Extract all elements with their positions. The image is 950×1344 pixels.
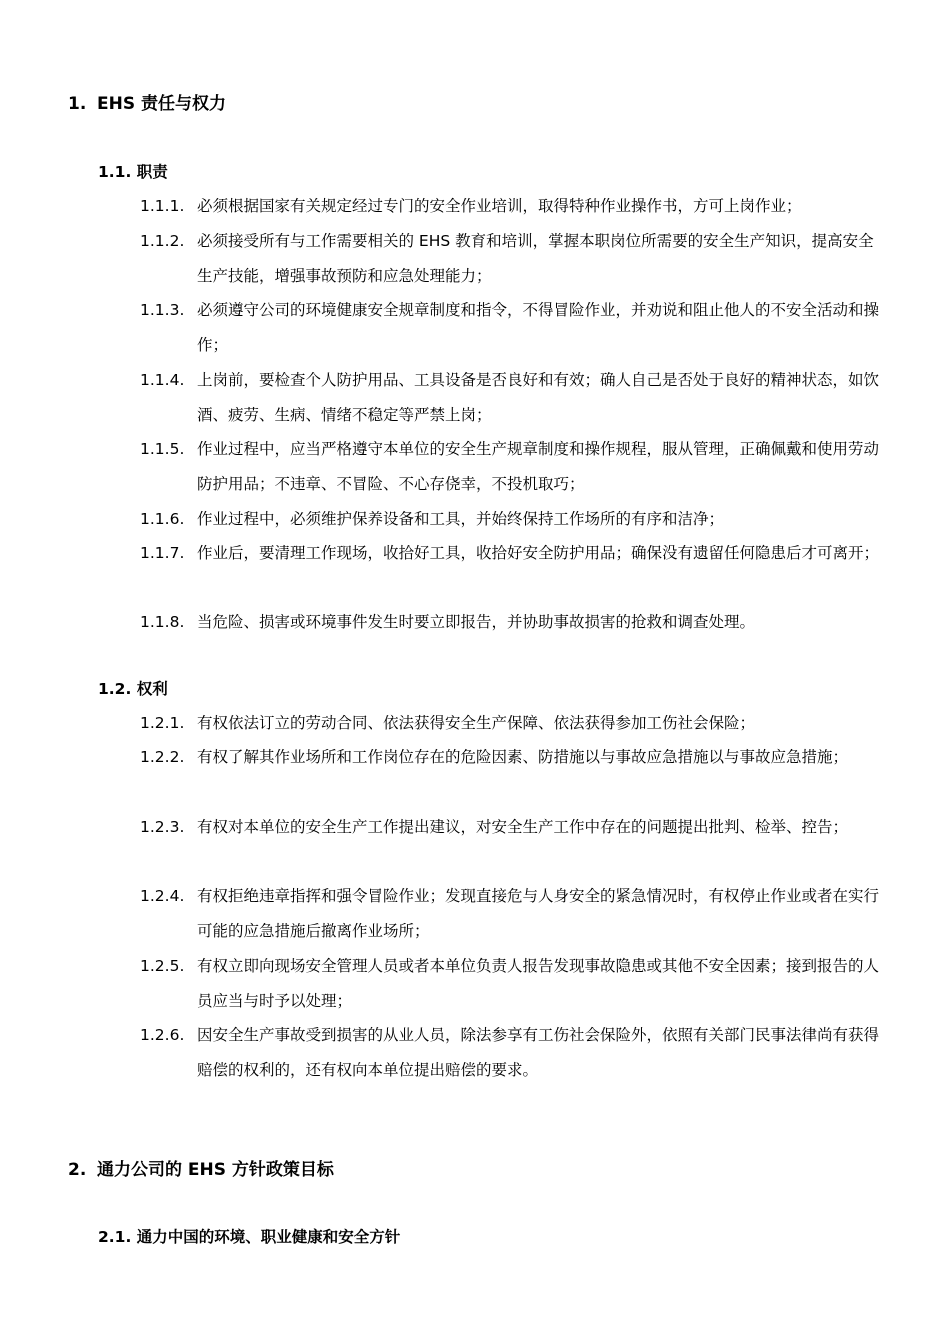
item-number: 1.2.5. (140, 957, 185, 975)
item-number: 1.1.6. (140, 510, 185, 528)
item-text: 有权对本单位的安全生产工作提出建议，对安全生产工作中存在的问题提出批判、检举、控告； (197, 818, 849, 836)
list-item (140, 1018, 885, 1088)
list-item (140, 740, 885, 775)
item-number: 1.2.3. (140, 818, 185, 836)
list-item (140, 810, 885, 845)
item-number: 1.1.2. (140, 232, 185, 250)
item-number: 1.1.4. (140, 371, 185, 389)
item-number: 1.1.8. (140, 613, 185, 631)
item-text: 有权了解其作业场所和工作岗位存在的危险因素、防措施以与事故应急措施以与事故应急措施； (197, 748, 849, 766)
section-title: EHS 责任与权力 (97, 94, 227, 114)
list-item (140, 536, 885, 571)
subsection-heading (98, 161, 168, 183)
list-item (140, 224, 885, 294)
subsection-title: 职责 (136, 163, 168, 181)
list-item (140, 949, 885, 1019)
subsection-number: 2.1. (98, 1228, 132, 1246)
item-text: 有权依法订立的劳动合同、依法获得安全生产保障、依法获得参加工伤社会保险； (197, 714, 756, 732)
item-text: 作业过程中，应当严格遵守本单位的安全生产规章制度和操作规程，服从管理，正确佩戴和使用劳动防护用品；不违章、不冒险、不心存侥幸，不投机取巧； (197, 440, 880, 493)
subsection-number: 1.2. (98, 680, 132, 698)
item-text: 当危险、损害或环境事件发生时要立即报告，并协助事故损害的抢救和调查处理。 (197, 613, 756, 631)
item-text: 必须根据国家有关规定经过专门的安全作业培训，取得特种作业操作书，方可上岗作业； (197, 197, 802, 215)
section-number: 2. (68, 1160, 87, 1180)
list-item (140, 706, 885, 741)
item-number: 1.2.4. (140, 887, 185, 905)
item-number: 1.2.1. (140, 714, 185, 732)
subsection-title: 通力中国的环境、职业健康和安全方针 (136, 1228, 401, 1246)
item-text: 必须接受所有与工作需要相关的 EHS 教育和培训，掌握本职岗位所需要的安全生产知识，提高安全生产技能，增强事故预防和应急处理能力； (197, 232, 874, 285)
item-number: 1.1.7. (140, 544, 185, 562)
item-text: 作业过程中，必须维护保养设备和工具，并始终保持工作场所的有序和洁净； (197, 510, 725, 528)
item-text: 作业后，要清理工作现场，收拾好工具，收拾好安全防护用品；确保没有遗留任何隐患后才可离开； (197, 544, 880, 562)
list-item (140, 502, 885, 537)
subsection-heading (98, 1226, 400, 1248)
subsection-number: 1.1. (98, 163, 132, 181)
subsection-title: 权利 (136, 680, 168, 698)
item-text: 有权立即向现场安全管理人员或者本单位负责人报告发现事故隐患或其他不安全因素；接到报告的人员应当与时予以处理； (197, 957, 880, 1010)
section-heading (68, 93, 226, 115)
list-item (140, 432, 885, 502)
list-item (140, 879, 885, 949)
item-number: 1.1.3. (140, 301, 185, 319)
item-number: 1.2.2. (140, 748, 185, 766)
item-text: 因安全生产事故受到损害的从业人员，除法参享有工伤社会保险外，依照有关部门民事法律尚有获得赔偿的权利的，还有权向本单位提出赔偿的要求。 (197, 1026, 880, 1079)
item-number: 1.2.6. (140, 1026, 185, 1044)
section-title: 通力公司的 EHS 方针政策目标 (97, 1160, 334, 1180)
item-text: 上岗前，要检查个人防护用品、工具设备是否良好和有效；确人自己是否处于良好的精神状态，如饮酒、疲劳、生病、情绪不稳定等严禁上岗； (197, 371, 880, 424)
list-item (140, 189, 885, 224)
subsection-heading (98, 678, 168, 700)
list-item (140, 293, 885, 363)
item-text: 必须遵守公司的环境健康安全规章制度和指令，不得冒险作业，并劝说和阻止他人的不安全活动和操作； (197, 301, 880, 354)
list-item (140, 363, 885, 433)
section-heading (68, 1159, 334, 1181)
section-number: 1. (68, 94, 87, 114)
item-number: 1.1.5. (140, 440, 185, 458)
list-item (140, 605, 885, 640)
item-number: 1.1.1. (140, 197, 185, 215)
item-text: 有权拒绝违章指挥和强令冒险作业；发现直接危与人身安全的紧急情况时，有权停止作业或者在实行可能的应急措施后撤离作业场所； (197, 887, 880, 940)
